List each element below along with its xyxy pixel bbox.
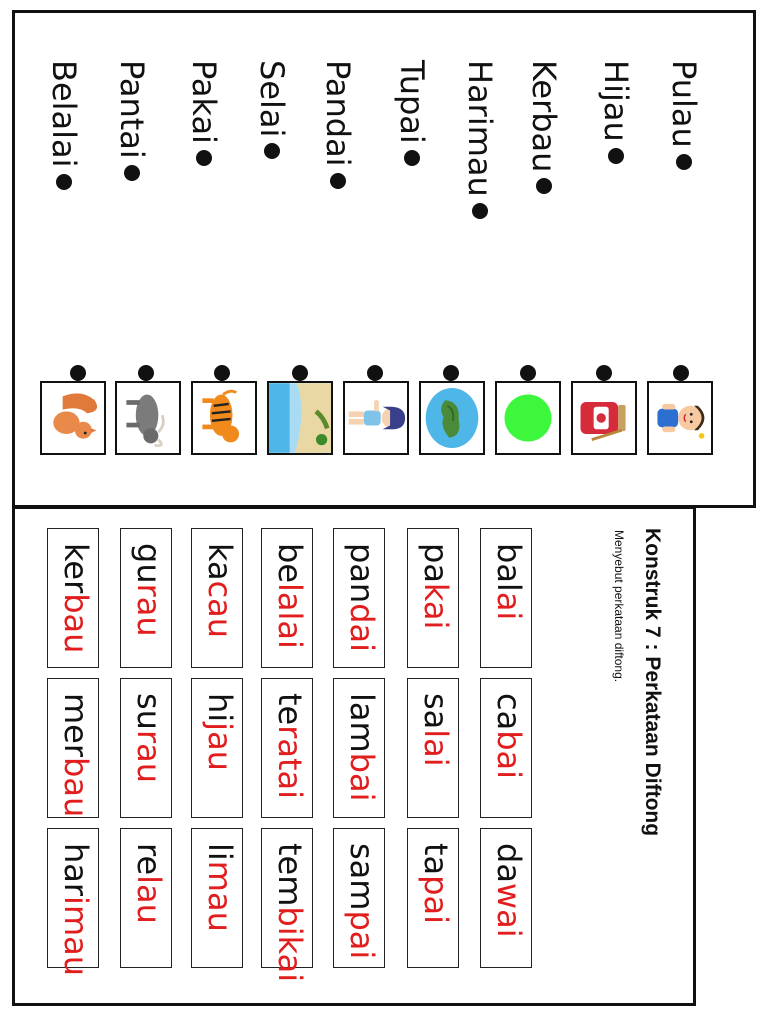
- word-card: [120, 678, 172, 818]
- match-word-kerbau: [525, 60, 563, 194]
- word-card: [191, 528, 243, 668]
- word-card-text: gurau: [130, 543, 168, 637]
- match-word-label: Kerbau: [525, 60, 563, 173]
- word-card-text: relau: [130, 843, 168, 924]
- picture-dot[interactable]: [214, 365, 230, 381]
- word-card-text: merbau: [57, 693, 95, 818]
- word-card-text: dawai: [490, 843, 528, 938]
- word-card: [191, 828, 243, 968]
- match-dot[interactable]: [608, 148, 624, 164]
- word-card-text: salai: [417, 693, 455, 767]
- word-card-text: cabai: [490, 693, 528, 780]
- picture-tiger: [191, 381, 257, 455]
- picture-dot[interactable]: [292, 365, 308, 381]
- match-dot[interactable]: [472, 203, 488, 219]
- word-card-text: sampai: [343, 843, 381, 960]
- match-word-label: Tupai: [393, 60, 431, 144]
- word-card: [120, 528, 172, 668]
- word-card-text: surau: [130, 693, 168, 783]
- match-word-hijau: [597, 60, 635, 164]
- word-card-text: kacau: [201, 543, 239, 639]
- match-word-label: Harimau: [461, 60, 499, 197]
- picture-island: [419, 381, 485, 455]
- picture-buffalo: [115, 381, 181, 455]
- picture-green-circle: [495, 381, 561, 455]
- word-card: [333, 528, 385, 668]
- picture-dot[interactable]: [367, 365, 383, 381]
- girl-icon: [345, 383, 407, 453]
- word-card: [333, 678, 385, 818]
- picture-dot[interactable]: [70, 365, 86, 381]
- squirrel-icon: [42, 383, 104, 453]
- match-dot[interactable]: [264, 143, 280, 159]
- match-word-harimau: [461, 60, 499, 219]
- word-card: [480, 828, 532, 968]
- match-word-selai: [253, 60, 291, 159]
- word-card-text: kerbau: [57, 543, 95, 654]
- match-dot[interactable]: [404, 150, 420, 166]
- page-title: Konstruk 7 : Perkataan Diftong: [641, 528, 664, 837]
- beach-icon: [269, 383, 331, 453]
- island-icon: [421, 383, 483, 453]
- word-card-text: pakai: [417, 543, 455, 630]
- page-subtitle: Menyebut perkataan diftong.: [612, 530, 626, 683]
- worksheet-header: [612, 528, 664, 836]
- match-word-label: Belalai: [45, 60, 83, 168]
- word-card: [407, 828, 459, 968]
- match-word-label: Pakai: [185, 60, 223, 144]
- match-word-label: Pantai: [113, 60, 151, 159]
- match-word-label: Selai: [253, 60, 291, 138]
- word-card-text: limau: [201, 843, 239, 932]
- word-card: [120, 828, 172, 968]
- word-card-text: tembikai: [271, 843, 309, 983]
- boy-icon: [649, 383, 711, 453]
- picture-boy: [647, 381, 713, 455]
- picture-beach: [267, 381, 333, 455]
- word-card: [407, 678, 459, 818]
- picture-dot[interactable]: [673, 365, 689, 381]
- match-dot[interactable]: [676, 154, 692, 170]
- match-word-pantai: [113, 60, 151, 181]
- word-card-text: teratai: [271, 693, 309, 800]
- picture-dot[interactable]: [443, 365, 459, 381]
- match-dot[interactable]: [536, 178, 552, 194]
- match-word-tupai: [393, 60, 431, 166]
- word-card-text: harimau: [57, 843, 95, 976]
- match-word-pandai: [319, 60, 357, 189]
- match-word-pulau: [665, 60, 703, 170]
- word-card-text: lambai: [343, 693, 381, 802]
- word-card: [261, 828, 313, 983]
- word-card-text: belalai: [271, 543, 309, 649]
- word-card: [261, 678, 313, 818]
- word-card: [47, 678, 99, 818]
- match-dot[interactable]: [56, 174, 72, 190]
- match-dot[interactable]: [196, 150, 212, 166]
- word-card: [407, 528, 459, 668]
- picture-dot[interactable]: [138, 365, 154, 381]
- word-card: [47, 828, 99, 976]
- word-card-text: hijau: [201, 693, 239, 771]
- word-card: [47, 528, 99, 668]
- tiger-icon: [193, 383, 255, 453]
- word-card: [480, 678, 532, 818]
- picture-squirrel: [40, 381, 106, 455]
- buffalo-icon: [117, 383, 179, 453]
- green-circle-icon: [497, 383, 559, 453]
- match-word-label: Pulau: [665, 60, 703, 148]
- match-dot[interactable]: [124, 165, 140, 181]
- word-card: [261, 528, 313, 668]
- match-dot[interactable]: [330, 173, 346, 189]
- picture-dot[interactable]: [520, 365, 536, 381]
- word-card: [333, 828, 385, 968]
- word-card: [191, 678, 243, 818]
- picture-girl: [343, 381, 409, 455]
- picture-dot[interactable]: [596, 365, 612, 381]
- match-word-belalai: [45, 60, 83, 190]
- word-card-text: tapai: [417, 843, 455, 924]
- word-card-text: pandai: [343, 543, 381, 653]
- match-word-label: Pandai: [319, 60, 357, 167]
- picture-jam-jar: [571, 381, 637, 455]
- word-card: [480, 528, 532, 668]
- jam-jar-icon: [573, 383, 635, 453]
- match-word-pakai: [185, 60, 223, 166]
- word-card-text: balai: [490, 543, 528, 621]
- match-word-label: Hijau: [597, 60, 635, 142]
